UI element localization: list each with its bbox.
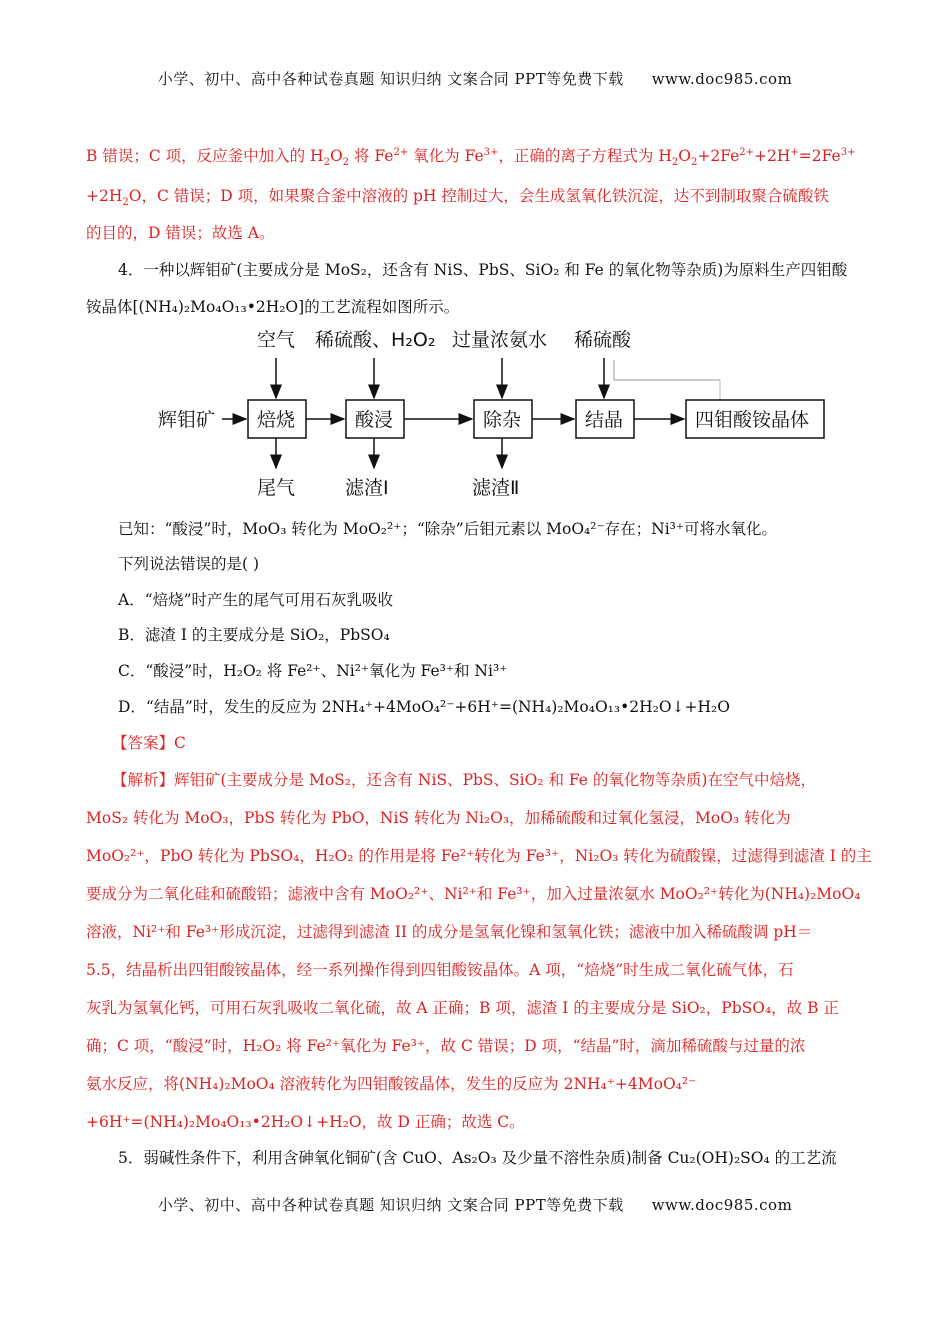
input-dilute-acid: 稀硫酸 [574, 329, 632, 351]
input-air: 空气 [257, 329, 296, 351]
prev-line-1: B 错误；C 项，反应釜中加入的 $H_2O_2$ 将 $Fe^{2+}$ 氧化为 $Fe^{3+}$，正确的离子方程式为 $H_2O_2+2Fe^{2+}+2H^+=2Fe^{3+}$ [86, 146, 856, 169]
q4-answer: 【答案】C [112, 734, 186, 752]
q4-stem-2: 铵晶体[(NH₄)₂Mo₄O₁₃•2H₂O]的工艺流程如图所示。 [86, 298, 460, 316]
q4-option-b: B．滤渣 I 的主要成分是 SiO₂，PbSO₄ [118, 626, 390, 644]
analysis-line-1: 【解析】辉钼矿(主要成分是 MoS₂，还含有 NiS、PbS、SiO₂ 和 Fe 的氧化物等杂质)在空气中焙烧， [112, 771, 816, 789]
prev-line-3: 的目的，D 错误；故选 A。 [86, 224, 275, 242]
output-residue-1: 滤渣Ⅰ [345, 477, 389, 499]
raw-material: 辉钼矿 [158, 409, 216, 431]
header-url[interactable]: www.doc985.com [651, 70, 793, 88]
output-residue-2: 滤渣Ⅱ [472, 477, 520, 499]
process-flow-diagram [150, 320, 850, 510]
svg-text:结晶: 结晶 [585, 409, 624, 431]
analysis-line-3: MoO₂²⁺，PbO 转化为 PbSO₄，H₂O₂ 的作用是将 Fe²⁺转化为 Fe³⁺，Ni₂O₃ 转化为硫酸镍，过滤得到滤渣 I 的主 [86, 847, 872, 865]
analysis-line-7: 灰乳为氢氧化钙，可用石灰乳吸收二氧化硫，故 A 正确；B 项，滤渣 I 的主要成分是 SiO₂，PbSO₄，故 B 正 [86, 999, 839, 1017]
footer-text: 小学、初中、高中各种试卷真题 知识归纳 文案合同 PPT等免费下载 [157, 1196, 624, 1214]
q4-option-c: C．“酸浸”时，H₂O₂ 将 Fe²⁺、Ni²⁺氧化为 Fe³⁺和 Ni³⁺ [118, 662, 508, 680]
input-acid-h2o2: 稀硫酸、H₂O₂ [315, 329, 436, 351]
q4-ask: 下列说法错误的是( ) [118, 555, 260, 573]
svg-text:酸浸: 酸浸 [355, 409, 394, 431]
analysis-line-6: 5.5，结晶析出四钼酸铵晶体，经一系列操作得到四钼酸铵晶体。A 项，“焙烧”时生成二氧化硫气体，石 [86, 961, 794, 979]
analysis-line-4: 要成分为二氧化硅和硫酸铅；滤液中含有 MoO₂²⁺、Ni²⁺和 Fe³⁺，加入过量浓氨水 MoO₂²⁺转化为(NH₄)₂MoO₄ [86, 885, 861, 903]
analysis-line-10: +6H⁺=(NH₄)₂Mo₄O₁₃•2H₂O↓+H₂O，故 D 正确；故选 C。 [86, 1113, 525, 1131]
svg-text:四钼酸铵晶体: 四钼酸铵晶体 [695, 409, 810, 431]
input-ammonia: 过量浓氨水 [452, 329, 548, 351]
analysis-line-5: 溶液，Ni²⁺和 Fe³⁺形成沉淀，过滤得到滤渣 II 的成分是氢氧化镍和氢氧化铁；滤液中加入稀硫酸调 pH＝ [86, 923, 813, 941]
footer-url[interactable]: www.doc985.com [651, 1196, 793, 1214]
svg-text:焙烧: 焙烧 [257, 409, 296, 431]
header-text: 小学、初中、高中各种试卷真题 知识归纳 文案合同 PPT等免费下载 [157, 70, 624, 88]
analysis-line-8: 确；C 项，“酸浸”时，H₂O₂ 将 Fe²⁺氧化为 Fe³⁺，故 C 错误；D 项，“结晶”时，滴加稀硫酸与过量的浓 [86, 1037, 806, 1055]
q5-stem: 5．弱碱性条件下，利用含砷氧化铜矿(含 CuO、As₂O₃ 及少量不溶性杂质)制备 Cu₂(OH)₂SO₄ 的工艺流 [118, 1149, 837, 1167]
output-tail-gas: 尾气 [257, 477, 296, 499]
prev-line-2: $+2H_2O$，C 错误；D 项，如果聚合釜中溶液的 pH 控制过大，会生成氢氧化铁沉淀，达不到制取聚合硫酸铁 [86, 187, 829, 209]
q4-option-d: D．“结晶”时，发生的反应为 2NH₄⁺+4MoO₄²⁻+6H⁺=(NH₄)₂Mo₄O₁₃•2H₂O↓+H₂O [118, 698, 730, 716]
q4-stem-1: 4．一种以辉钼矿(主要成分是 MoS₂，还含有 NiS、PbS、SiO₂ 和 Fe 的氧化物等杂质)为原料生产四钼酸 [118, 261, 848, 279]
analysis-line-2: MoS₂ 转化为 MoO₃，PbS 转化为 PbO，NiS 转化为 Ni₂O₃，加稀硫酸和过氧化氢浸，MoO₃ 转化为 [86, 809, 791, 827]
svg-text:除杂: 除杂 [483, 409, 522, 431]
page-footer [0, 1194, 950, 1215]
q4-known: 已知：“酸浸”时，MoO₃ 转化为 MoO₂²⁺；“除杂”后钼元素以 MoO₄²⁻存在；Ni³⁺可将水氧化。 [118, 520, 778, 538]
analysis-line-9: 氨水反应，将(NH₄)₂MoO₄ 溶液转化为四钼酸铵晶体，发生的反应为 2NH₄⁺+4MoO₄²⁻ [86, 1075, 697, 1093]
page-header [0, 68, 950, 89]
q4-option-a: A．“焙烧”时产生的尾气可用石灰乳吸收 [118, 591, 394, 609]
